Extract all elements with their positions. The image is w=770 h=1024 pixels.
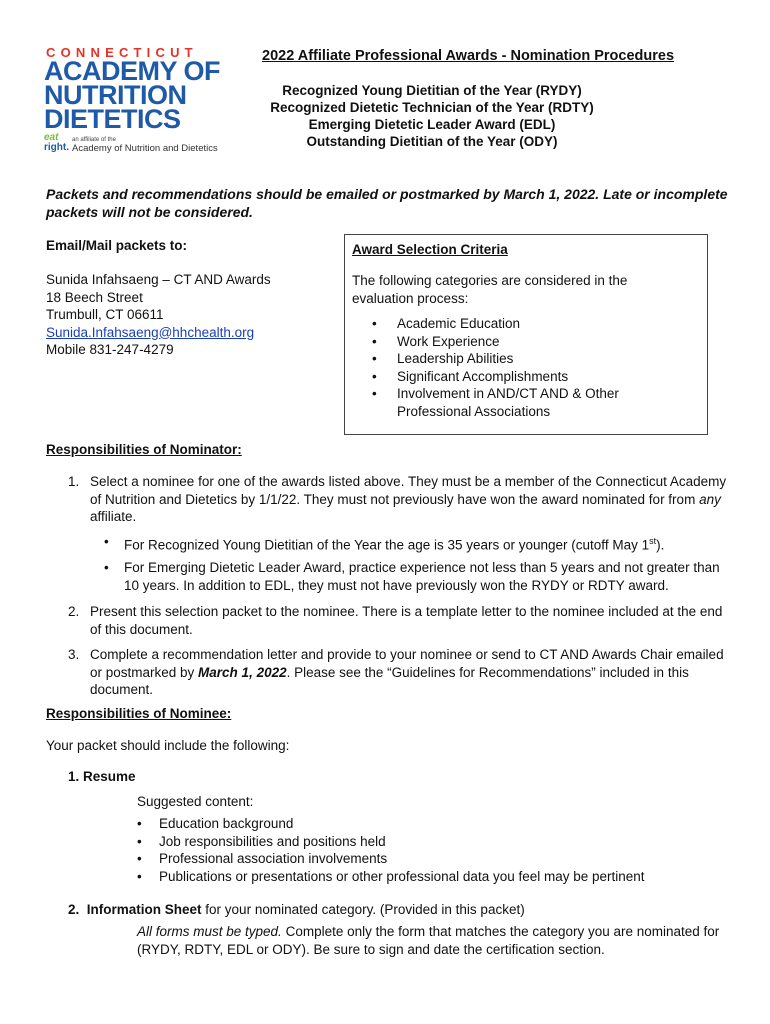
content-item: • Professional association involvements xyxy=(137,850,645,868)
nominator-step-3: 3. Complete a recommendation letter and provide to your nominee or send to CT AND Awards Chair emailed or postmarked by March 1, 2022. Please see the “Guidelines for Recommendations” included in this document. xyxy=(68,647,724,697)
affiliate-caption: an affiliate of the xyxy=(72,137,116,143)
criteria-item: • Leadership Abilities xyxy=(352,350,647,368)
suggested-content-list xyxy=(137,815,645,885)
packet-intro: Your packet should include the following: xyxy=(46,738,290,753)
deadline-notice: Packets and recommendations should be emailed or postmarked by March 1, 2022. Late or incomplete packets will not be considered. xyxy=(46,186,728,220)
forms-note: All forms must be typed. Complete only the form that matches the category you are nominated for (RYDY, RDTY, EDL or ODY). Be sure to sign and date the certification section. xyxy=(137,924,720,957)
criteria-item: • Academic Education xyxy=(352,315,647,333)
eatright-logo: eat right. xyxy=(44,132,69,153)
age-requirement-bullet: • For Recognized Young Dietitian of the Year the age is 35 years or younger (cutoff May 1st). xyxy=(104,534,665,553)
logo-academy: ACADEMY xyxy=(44,56,177,86)
mail-heading: Email/Mail packets to: xyxy=(46,238,188,253)
step-number: 1. xyxy=(68,474,80,489)
nominator-heading: Responsibilities of Nominator: xyxy=(46,442,242,457)
logo-dietetics: DIETETICS xyxy=(44,104,181,134)
criteria-item: • Significant Accomplishments xyxy=(352,368,647,386)
content-item: • Education background xyxy=(137,815,645,833)
criteria-heading: Award Selection Criteria xyxy=(352,242,508,257)
mobile-number: Mobile 831-247-4279 xyxy=(46,342,174,357)
award-edl: Emerging Dietetic Leader Award (EDL) xyxy=(308,117,556,132)
resume-item: 1. Resume xyxy=(68,769,136,784)
affiliate-name: Academy of Nutrition and Dietetics xyxy=(72,143,218,154)
information-sheet-item: 2. Information Sheet for your nominated category. (Provided in this packet) xyxy=(68,902,525,917)
criteria-intro: The following categories are considered in the evaluation process: xyxy=(352,273,628,306)
academy-logo xyxy=(44,44,224,154)
page-title: 2022 Affiliate Professional Awards - Nomination Procedures xyxy=(262,48,675,64)
nominator-step-2: 2. Present this selection packet to the nominee. There is a template letter to the nominee included at the end of this document. xyxy=(68,604,723,637)
nominator-step-1: 1. Select a nominee for one of the awards listed above. They must be a member of the Connecticut Academy of Nutrition and Dietetics by 1/1/22. They must not previously have won the award nominated for from any affiliate. xyxy=(68,474,727,524)
street-address: 18 Beech Street xyxy=(46,289,143,305)
logo-state-name: CONNECTICUT xyxy=(46,45,198,60)
award-ody: Outstanding Dietitian of the Year (ODY) xyxy=(306,134,558,149)
logo-nutrition: NUTRITION xyxy=(44,80,187,110)
content-item: • Job responsibilities and positions held xyxy=(137,833,645,851)
step-number: 3. xyxy=(68,647,80,662)
step-number: 2. xyxy=(68,604,80,619)
suggested-content-label: Suggested content: xyxy=(137,794,254,809)
criteria-item: • Involvement in AND/CT AND & Other Professional Associations xyxy=(352,385,647,420)
city-state-zip: Trumbull, CT 06611 xyxy=(46,307,164,322)
award-rdty: Recognized Dietetic Technician of the Year (RDTY) xyxy=(270,100,594,115)
nominee-heading: Responsibilities of Nominee: xyxy=(46,706,232,721)
content-item: • Publications or presentations or other professional data you feel may be pertinent xyxy=(137,868,645,886)
award-list xyxy=(262,82,602,150)
criteria-item: • Work Experience xyxy=(352,333,647,351)
criteria-list xyxy=(352,315,647,420)
mail-address xyxy=(46,271,271,359)
award-rydy: Recognized Young Dietitian of the Year (RYDY) xyxy=(282,83,582,98)
edl-requirement-bullet: • For Emerging Dietetic Leader Award, practice experience not less than 5 years and not greater than 10 years. In addition to EDL, they must not have previously won the RYDY or RDTY award. xyxy=(104,560,720,593)
contact-name: Sunida Infahsaeng – CT AND Awards xyxy=(46,272,271,287)
logo-of: OF xyxy=(183,56,221,86)
email-link[interactable]: Sunida.Infahsaeng@hhchealth.org xyxy=(46,324,255,340)
